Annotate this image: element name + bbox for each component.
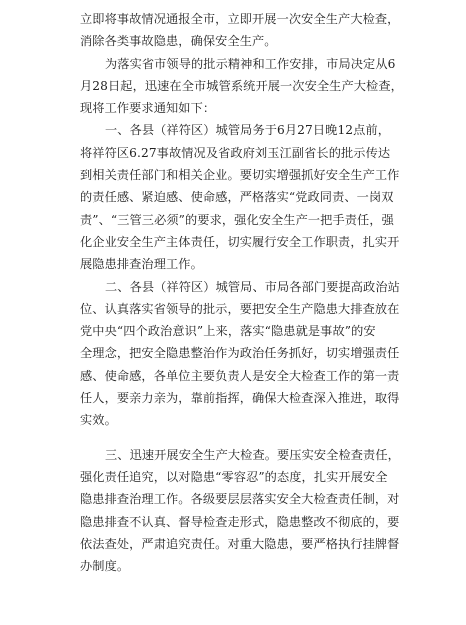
text-line: 的责任感、紧迫感、使命感，严格落实“党政同责、一岗双 (80, 190, 394, 205)
text-line: 强化责任追究，以对隐患“零容忍”的态度，扎实开展安全 (80, 469, 388, 484)
text-line: 化企业安全生产主体责任，切实履行安全工作职责，扎实开 (80, 234, 400, 249)
text-line: 隐患排查不认真、督导检查走形式，隐患整改不彻底的，要 (80, 514, 400, 529)
text-line: 消除各类事故隐患，确保安全生产。 (80, 34, 277, 49)
text-line: 任人，要亲力亲为，靠前指挥，确保大检查深入推进，取得 (80, 391, 400, 406)
text-line: 月28日起，迅速在全市城管系统开展一次安全生产大检查， (80, 78, 403, 93)
text-line: 责”、“三管三必须”的要求，强化安全生产一把手责任，强 (80, 212, 394, 227)
section-two-heading-line: 二、各县（祥符区）城管局、市局各部门要提高政治站 (105, 279, 400, 294)
text-line: 到相关责任部门和相关企业。要切实增强抓好安全生产工作 (80, 168, 400, 183)
text-line: 隐患排查治理工作。各级要层层落实安全大检查责任制，对 (80, 492, 400, 507)
text-line: 将祥符区6.27事故情况及省政府刘玉江副省长的批示传达 (80, 145, 391, 160)
text-line: 办制度。 (80, 559, 130, 574)
text-line: 现将工作要求通知如下： (80, 101, 216, 116)
text-line: 感、使命感，各单位主要负责人是安全大检查工作的第一责 (80, 368, 400, 383)
paragraph-gap (80, 432, 410, 444)
paragraph-start-line: 为落实省市领导的批示精神和工作安排，市局决定从6 (105, 56, 396, 71)
text-line: 实效。 (80, 413, 117, 428)
section-three-heading-line: 三、迅速开展安全生产大检查。要压实安全检查责任， (105, 447, 400, 462)
section-one-heading-line: 一、各县（祥符区）城管局务于6月27日晚12点前， (105, 123, 391, 138)
text-line: 全理念，把安全隐患整治作为政治任务抓好，切实增强责任 (80, 346, 400, 361)
text-line: 依法查处，严肃追究责任。对重大隐患，要严格执行挂牌督 (80, 536, 400, 551)
text-line: 立即将事故情况通报全市，立即开展一次安全生产大检查， (80, 12, 400, 26)
text-line: 党中央“四个政治意识”上来，落实“隐患就是事故”的安 (80, 324, 376, 339)
text-line: 位、认真落实省领导的批示，要把安全生产隐患大排查放在 (80, 301, 400, 316)
text-line: 展隐患排查治理工作。 (80, 257, 203, 272)
